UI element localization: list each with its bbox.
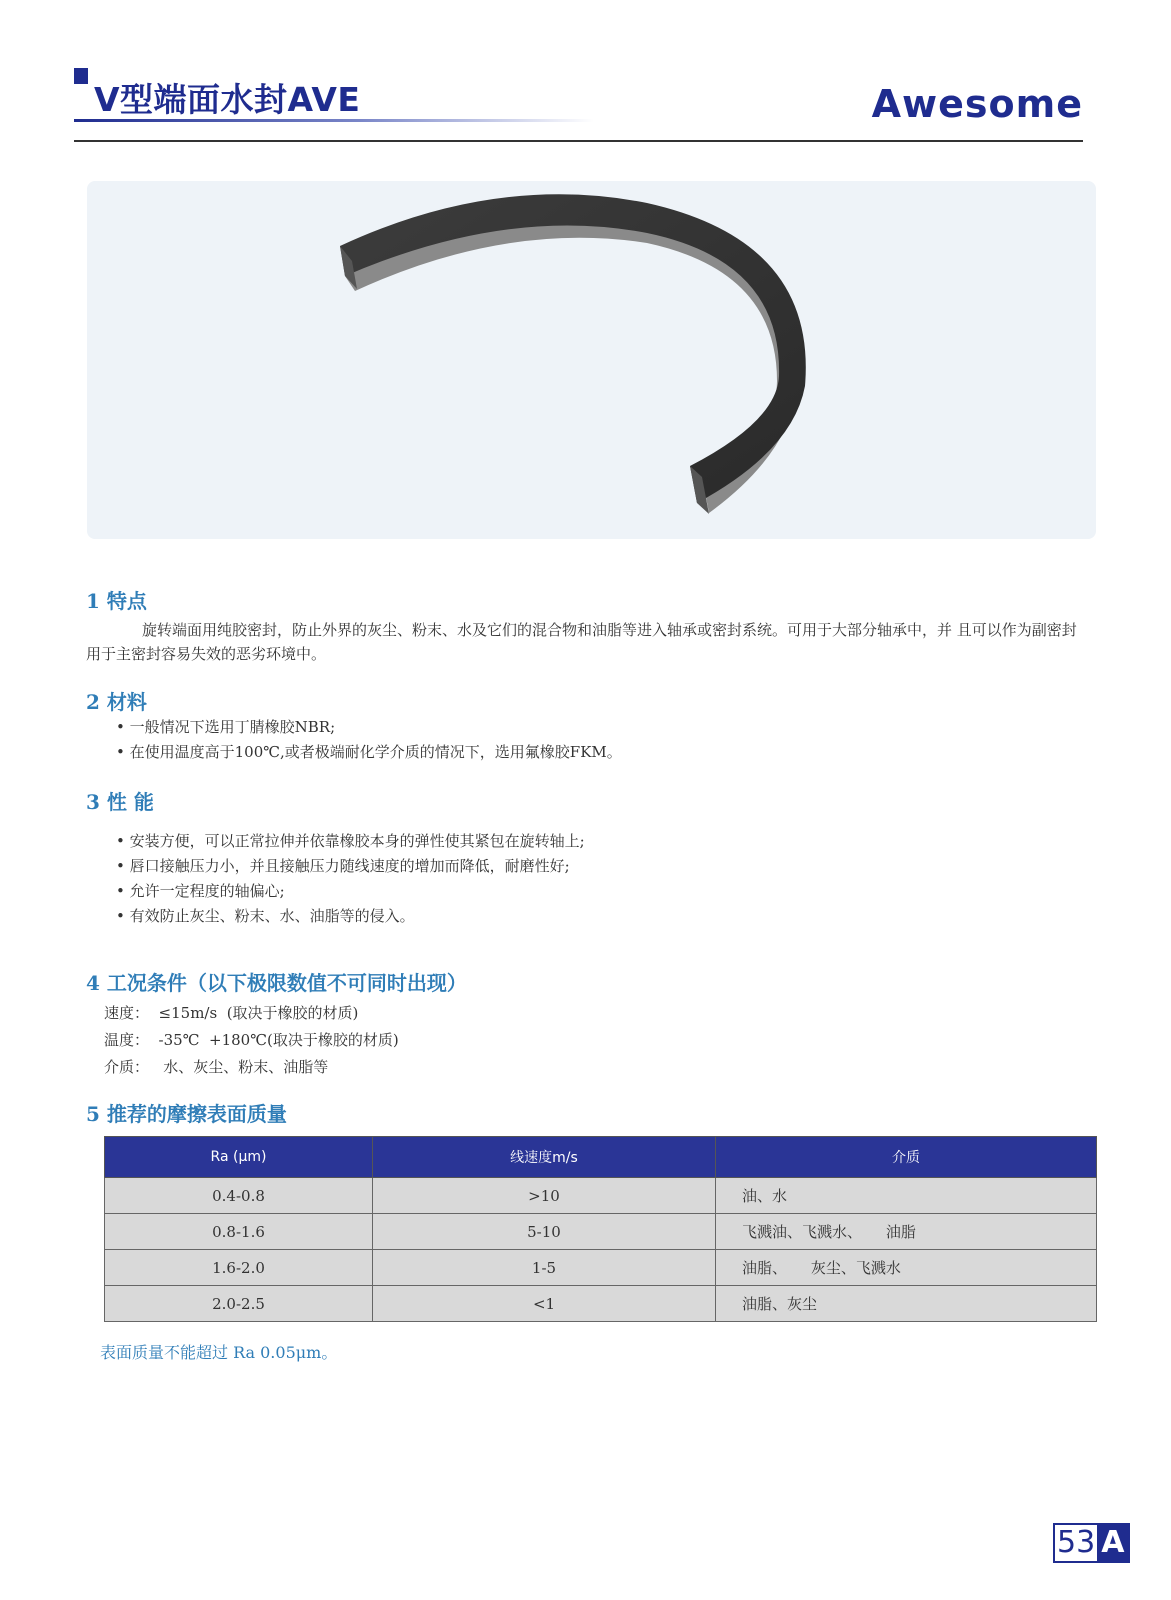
section-title: 5 推荐的摩擦表面质量 [86,1102,287,1126]
page-number: 53 [1057,1525,1096,1560]
title-underline [74,119,594,122]
table-cell: 油、水 [716,1178,1097,1214]
section-features [86,585,1086,666]
column-header: Ra (μm) [105,1137,373,1178]
table-cell: 0.4-0.8 [105,1178,373,1214]
section-title: 1 特点 [86,589,147,613]
table-cell: 5-10 [373,1214,716,1250]
table-cell: >10 [373,1178,716,1214]
seal-ring-body [340,194,806,503]
section-title: 2 材料 [86,690,147,714]
table-cell: 飞溅油、飞溅水、 油脂 [716,1214,1097,1250]
features-text: 旋转端面用纯胶密封，防止外界的灰尘、粉末、水及它们的混合物和油脂等进入轴承或密封系统。可用于大部分轴承中，并 且可以作为副密封用于主密封容易失效的恶劣环境中。 [86,621,1077,663]
product-image [87,181,1096,539]
list-item: • 安装方便，可以正常拉伸并依靠橡胶本身的弹性使其紧包在旋转轴上; [116,829,1086,854]
header-marker [74,68,88,84]
section-conditions [86,967,1086,1081]
condition-speed: 速度： ≤15m/s (取决于橡胶的材质) [104,1004,359,1022]
materials-list [86,715,1086,765]
list-item: • 在使用温度高于100℃,或者极端耐化学介质的情况下，选用氟橡胶FKM。 [116,740,1086,765]
table-cell: 2.0-2.5 [105,1286,373,1322]
section-title: 4 工况条件（以下极限数值不可同时出现） [86,971,467,995]
section-surface [86,1098,1086,1127]
surface-footnote: 表面质量不能超过 Ra 0.05μm。 [100,1343,338,1362]
table-row [105,1214,1097,1250]
list-item: • 唇口接触压力小，并且接触压力随线速度的增加而降低，耐磨性好; [116,854,1086,879]
table-row [105,1178,1097,1214]
page-letter: A [1097,1525,1128,1561]
condition-medium: 介质： 水、灰尘、粉末、油脂等 [104,1058,329,1076]
header-divider [74,140,1083,142]
table-cell: <1 [373,1286,716,1322]
section-title: 3 性 能 [86,790,154,814]
table-row [105,1250,1097,1286]
table-cell: 1-5 [373,1250,716,1286]
column-header: 介质 [716,1137,1097,1178]
table-cell: 油脂、 灰尘、飞溅水 [716,1250,1097,1286]
list-item: • 允许一定程度的轴偏心; [116,879,1086,904]
list-item: • 有效防止灰尘、粉末、水、油脂等的侵入。 [116,904,1086,929]
surface-quality-table [104,1136,1097,1322]
section-performance [86,786,1086,929]
page-title: V型端面水封AVE [94,80,361,119]
section-materials [86,686,1086,765]
table-header-row [105,1137,1097,1178]
page-number-badge [1053,1523,1130,1563]
table-row [105,1286,1097,1322]
table-cell: 0.8-1.6 [105,1214,373,1250]
table-cell: 油脂、灰尘 [716,1286,1097,1322]
condition-temperature: 温度： -35℃ +180℃(取决于橡胶的材质) [104,1031,399,1049]
column-header: 线速度m/s [373,1137,716,1178]
table-cell: 1.6-2.0 [105,1250,373,1286]
performance-list [86,829,1086,929]
brand-logo: Awesome [871,82,1083,126]
list-item: • 一般情况下选用丁腈橡胶NBR; [116,715,1086,740]
